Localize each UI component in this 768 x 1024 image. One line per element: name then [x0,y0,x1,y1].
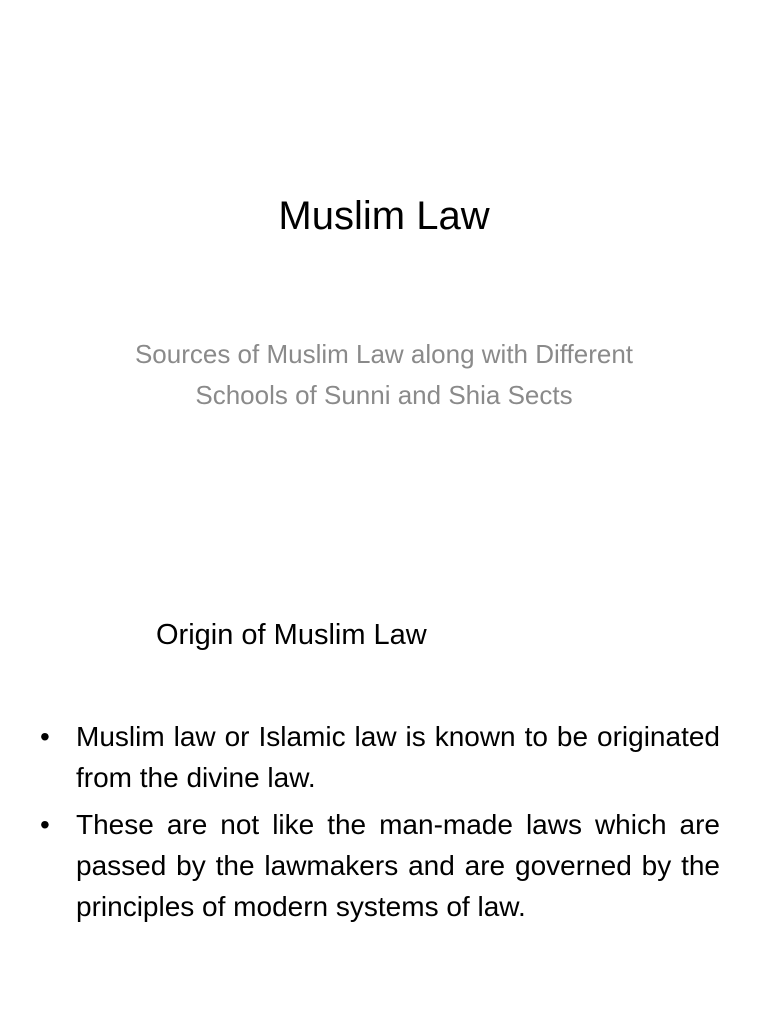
bullet-dot-icon: • [40,721,50,752]
slide-heading: Origin of Muslim Law [156,619,427,651]
bullet-list [40,716,720,933]
bullet-item [40,716,720,798]
slide-subtitle: Sources of Muslim Law along with Different Schools of Sunni and Shia Sects [134,339,634,410]
bullet-text: Muslim law or Islamic law is known to be originated from the divine law. [76,721,720,793]
content-slide [0,576,768,1024]
bullet-dot-icon: • [40,809,50,840]
slide-title: Muslim Law [278,194,490,238]
bullet-item [40,804,720,927]
bullet-text: These are not like the man-made laws which are passed by the lawmakers and are governed by the principles of modern systems of law. [76,809,720,922]
